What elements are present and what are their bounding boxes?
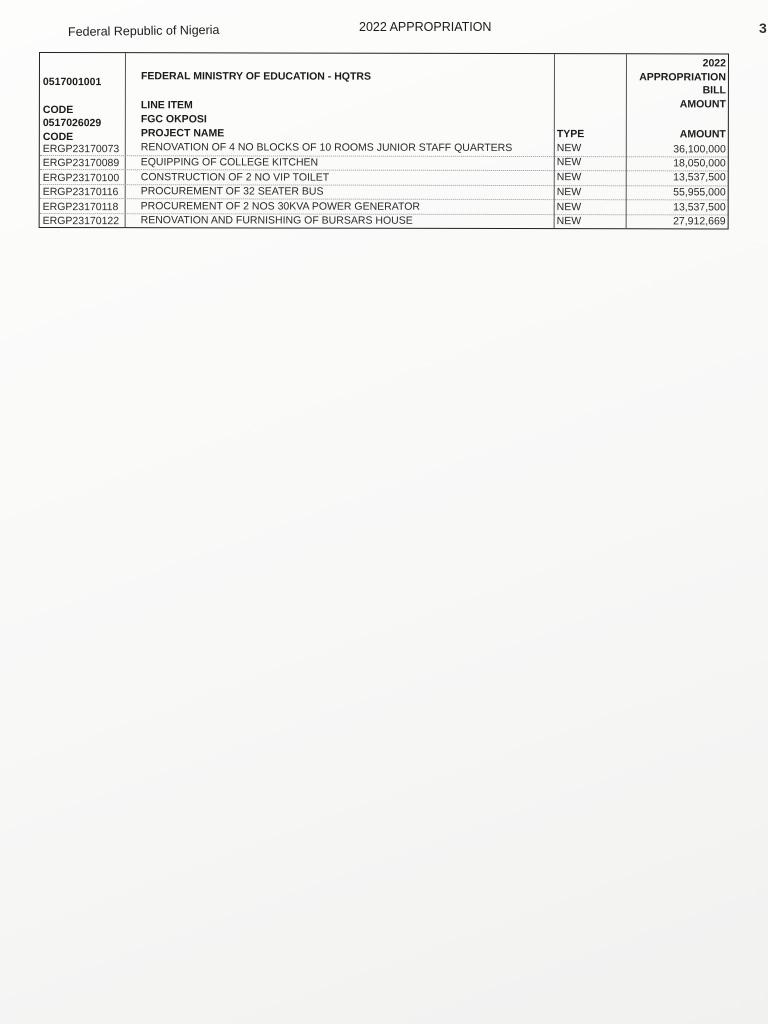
sub-code: 0517026029 xyxy=(42,117,102,130)
row-project-name: RENOVATION OF 4 NO BLOCKS OF 10 ROOMS JUNIOR STAFF QUARTERS xyxy=(140,141,513,154)
row-code: ERGP23170089 xyxy=(42,157,120,170)
code-label: CODE xyxy=(42,104,74,117)
row-amount: 13,537,500 xyxy=(673,171,726,184)
row-code: ERGP23170116 xyxy=(42,186,119,199)
column-divider xyxy=(626,54,627,228)
row-type: NEW xyxy=(556,201,582,214)
row-type: NEW xyxy=(556,186,582,199)
amount-label: AMOUNT xyxy=(679,128,726,141)
code-label-2: CODE xyxy=(42,131,74,144)
document-title: 2022 APPROPRIATION xyxy=(359,20,492,34)
row-project-name: PROCUREMENT OF 2 NOS 30KVA POWER GENERATOR xyxy=(140,200,420,213)
row-amount: 18,050,000 xyxy=(673,157,726,170)
row-project-name: RENOVATION AND FURNISHING OF BURSARS HOUSE xyxy=(140,214,413,227)
country-header: Federal Republic of Nigeria xyxy=(67,22,220,39)
amount-header xyxy=(639,57,726,111)
row-type: NEW xyxy=(556,171,582,184)
row-amount: 36,100,000 xyxy=(673,143,726,156)
ministry-code: 0517001001 xyxy=(42,76,102,89)
page-edge-number: 3 xyxy=(759,20,767,36)
row-code: ERGP23170100 xyxy=(42,172,120,185)
row-type: NEW xyxy=(556,142,582,155)
column-divider xyxy=(125,53,126,227)
amount-header-line: AMOUNT xyxy=(679,97,726,110)
row-amount: 27,912,669 xyxy=(673,215,726,228)
project-name-label: PROJECT NAME xyxy=(140,127,225,140)
row-project-name: PROCUREMENT OF 32 SEATER BUS xyxy=(140,185,324,198)
row-code: ERGP23170122 xyxy=(42,215,120,228)
row-project-name: CONSTRUCTION OF 2 NO VIP TOILET xyxy=(140,171,330,184)
amount-header-line: APPROPRIATION xyxy=(639,70,726,83)
ministry-name: FEDERAL MINISTRY OF EDUCATION - HQTRS xyxy=(140,70,371,83)
row-code: ERGP23170073 xyxy=(42,143,120,156)
line-item-label: LINE ITEM xyxy=(140,99,193,112)
row-code: ERGP23170118 xyxy=(42,201,119,214)
row-type: NEW xyxy=(556,215,582,228)
appropriation-table xyxy=(39,52,729,229)
row-amount: 55,955,000 xyxy=(673,186,726,199)
amount-header-line: 2022 xyxy=(702,57,726,70)
row-type: NEW xyxy=(556,156,582,169)
column-divider xyxy=(554,54,555,228)
amount-header-line: BILL xyxy=(702,84,726,97)
row-project-name: EQUIPPING OF COLLEGE KITCHEN xyxy=(140,156,319,169)
sub-name: FGC OKPOSI xyxy=(140,113,207,126)
type-label: TYPE xyxy=(556,128,585,141)
row-amount: 13,537,500 xyxy=(673,201,726,214)
